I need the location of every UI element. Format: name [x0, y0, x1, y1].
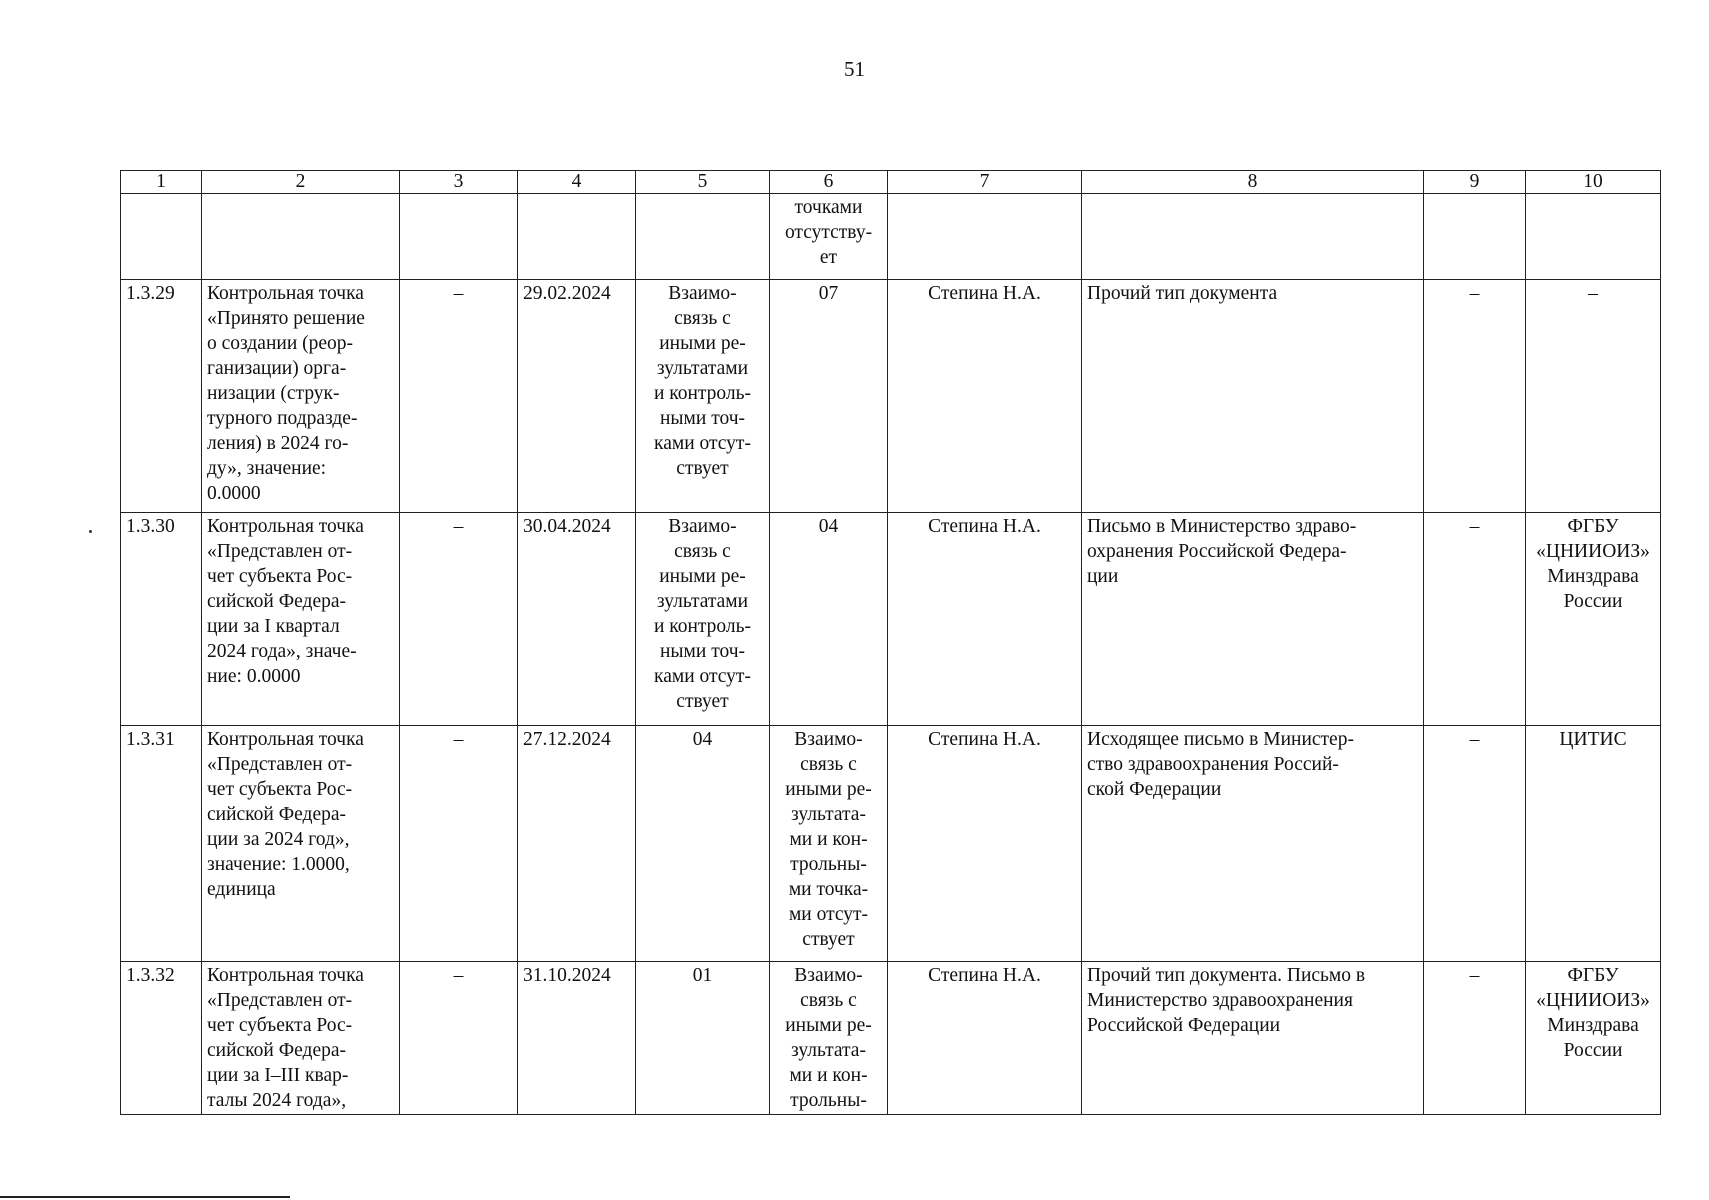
column-number-4: 4	[518, 171, 636, 194]
cell-date: 31.10.2024	[518, 962, 636, 1115]
cell-control-point	[202, 726, 400, 962]
table-row	[121, 962, 1661, 1115]
cell-item-number: 1.3.29	[121, 280, 202, 513]
page-number: 51	[844, 57, 865, 81]
cell-empty	[636, 194, 770, 280]
cell-empty	[1424, 194, 1526, 280]
cell-col6	[770, 513, 888, 726]
cell-col9: –	[1424, 513, 1526, 726]
cell-col3: –	[400, 280, 518, 513]
cell-col9: –	[1424, 962, 1526, 1115]
cell-text: Контрольная точка «Представлен от- чет субъекта Рос- сийской Федера- ции за I–III квар- талы 2024 года»,	[207, 965, 364, 1111]
table-row	[121, 726, 1661, 962]
cell-empty	[400, 194, 518, 280]
cell-text: 01	[692, 965, 713, 986]
cell-text: 04	[692, 729, 713, 750]
control-points-table	[120, 170, 1661, 1115]
cell-text: ФГБУ «ЦНИИОИЗ» Минздрава России	[1536, 965, 1650, 1061]
cell-document-type	[1082, 726, 1424, 962]
cell-responsible: Степина Н.А.	[888, 726, 1082, 962]
table-header	[121, 171, 1661, 194]
cell-document-type	[1082, 962, 1424, 1115]
cell-control-point	[202, 280, 400, 513]
column-number-8: 8	[1082, 171, 1424, 194]
column-number-2: 2	[202, 171, 400, 194]
cell-organization	[1526, 726, 1661, 962]
column-number-6: 6	[770, 171, 888, 194]
table-row	[121, 280, 1661, 513]
column-number-1: 1	[121, 171, 202, 194]
cell-control-point	[202, 513, 400, 726]
cell-responsible: Степина Н.А.	[888, 513, 1082, 726]
cell-text: Письмо в Министерство здраво- охранения Российской Федера- ции	[1087, 516, 1357, 587]
cell-col6	[770, 962, 888, 1115]
cell-text: 04	[818, 516, 839, 537]
cell-organization	[1526, 513, 1661, 726]
cell-col5	[636, 726, 770, 962]
cell-text: Взаимо- связь с иными ре- зультата- ми и кон- трольны-	[785, 965, 872, 1111]
cell-col6	[770, 280, 888, 513]
cell-text: 07	[818, 283, 839, 304]
cell-text: Контрольная точка «Представлен от- чет субъекта Рос- сийской Федера- ции за 2024 год», значение: 1.0000, единица	[207, 729, 364, 900]
cell-date: 30.04.2024	[518, 513, 636, 726]
cell-text: Контрольная точка «Представлен от- чет субъекта Рос- сийской Федера- ции за I квартал 2024 года», значе- ние: 0.0000	[207, 516, 364, 687]
cell-col9: –	[1424, 280, 1526, 513]
cell-text: Взаимо- связь с иными ре- зультатами и контроль- ными точ- ками отсут- ствует	[653, 516, 752, 712]
cell-empty	[202, 194, 400, 280]
cell-col3: –	[400, 962, 518, 1115]
column-number-9: 9	[1424, 171, 1526, 194]
cell-empty	[1082, 194, 1424, 280]
cell-text: Прочий тип документа	[1087, 283, 1278, 304]
cell-text: Контрольная точка «Принято решение о создании (реор- ганизации) орга- низации (струк- турного подразде- ления) в 2024 го- ду», значение: 0.0000	[207, 283, 365, 504]
cell-empty	[121, 194, 202, 280]
cell-text: Исходящее письмо в Министер- ство здравоохранения Россий- ской Федерации	[1087, 729, 1354, 800]
cell-text: ЦИТИС	[1559, 729, 1627, 750]
cell-item-number: 1.3.32	[121, 962, 202, 1115]
cell-text: ФГБУ «ЦНИИОИЗ» Минздрава России	[1536, 516, 1650, 612]
cell-document-type	[1082, 280, 1424, 513]
cell-control-point	[202, 962, 400, 1115]
cell-continuation-text	[770, 194, 888, 280]
cell-text: точками отсутству- ет	[784, 197, 873, 268]
cell-document-type	[1082, 513, 1424, 726]
cell-responsible: Степина Н.А.	[888, 962, 1082, 1115]
cell-col3: –	[400, 726, 518, 962]
cell-col9: –	[1424, 726, 1526, 962]
cell-text: Взаимо- связь с иными ре- зультата- ми и кон- трольны- ми точка- ми отсут- ствует	[785, 729, 872, 950]
column-number-3: 3	[400, 171, 518, 194]
cell-date: 29.02.2024	[518, 280, 636, 513]
column-number-7: 7	[888, 171, 1082, 194]
cell-col5	[636, 962, 770, 1115]
scan-mark	[89, 530, 92, 533]
cell-text: Прочий тип документа. Письмо в Министерство здравоохранения Российской Федерации	[1087, 965, 1366, 1036]
cell-item-number: 1.3.31	[121, 726, 202, 962]
footnote-separator	[0, 1196, 290, 1198]
cell-responsible: Степина Н.А.	[888, 280, 1082, 513]
cell-organization	[1526, 962, 1661, 1115]
cell-empty	[888, 194, 1082, 280]
cell-date: 27.12.2024	[518, 726, 636, 962]
cell-text: Взаимо- связь с иными ре- зультатами и контроль- ными точ- ками отсут- ствует	[653, 283, 752, 479]
header-row	[121, 171, 1661, 194]
cell-empty	[1526, 194, 1661, 280]
cell-text: –	[1588, 283, 1598, 304]
column-number-5: 5	[636, 171, 770, 194]
column-number-10: 10	[1526, 171, 1661, 194]
cell-item-number: 1.3.30	[121, 513, 202, 726]
cell-empty	[518, 194, 636, 280]
cell-col6	[770, 726, 888, 962]
cell-col5	[636, 280, 770, 513]
cell-col5	[636, 513, 770, 726]
cell-col3: –	[400, 513, 518, 726]
table-row	[121, 513, 1661, 726]
continuation-row	[121, 194, 1661, 280]
cell-organization	[1526, 280, 1661, 513]
